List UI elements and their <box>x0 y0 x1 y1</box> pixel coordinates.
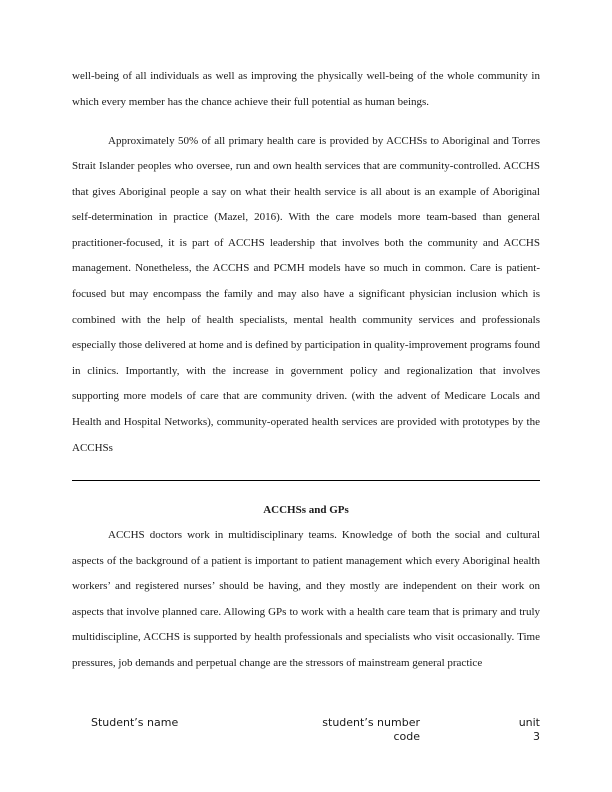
footer-unit <box>480 716 540 744</box>
footer-student-name: Student’s name <box>91 716 179 729</box>
body-paragraph-1: well-being of all individuals as well as improving the physically well-being of the whole community in which every member has the chance achieve their full potential as human beings. <box>72 70 540 108</box>
section-heading: ACCHSs and GPs <box>263 504 349 516</box>
body-paragraph-2: Approximately 50% of all primary health care is provided by ACCHSs to Aboriginal and Torres Strait Islander peoples who oversee, run and own health services that are community-controlled. ACCHS that gives Aboriginal people a say on what their health service is all about is an example of Aboriginal self-determination in practice (Mazel, 2016). With the care models more team-based than general practitioner-focused, it is part of ACCHS leadership that involves both the community and ACCHS management. Nonetheless, the ACCHS and PCMH models have so much in common. Care is patient-focused but may encompass the family and may also have a significant physician inclusion which is combined with the help of health specialists, mental health community services and professionals especially those delivered at home and is defined by participation in quality-improvement programs found in clinics. Importantly, with the increase in government policy and regionalization that involves supporting more models of care that are community driven. (with the advent of Medicare Locals and Health and Hospital Networks), community-operated health services are provided with prototypes by the ACCHSs <box>72 134 540 454</box>
footer-student-number <box>312 716 420 744</box>
footer-code-label: code <box>393 730 420 743</box>
page-number: 3 <box>533 730 540 743</box>
body-paragraph-3: ACCHS doctors work in multidisciplinary teams. Knowledge of both the social and cultural aspects of the background of a patient is important to patient management which every Aboriginal health workers’ and registered nurses’ should be having, and they mostly are independent on their work on aspects that involve planned care. Allowing GPs to work with a health care team that is primary and truly multidiscipline, ACCHS is supported by health professionals and specialists who visit occasionally. Time pressures, job demands and perpetual change are the stressors of mainstream general practice <box>72 529 540 669</box>
horizontal-rule <box>72 480 540 481</box>
footer-student-number-label: student’s number <box>322 716 420 729</box>
footer-unit-label: unit <box>518 716 540 729</box>
